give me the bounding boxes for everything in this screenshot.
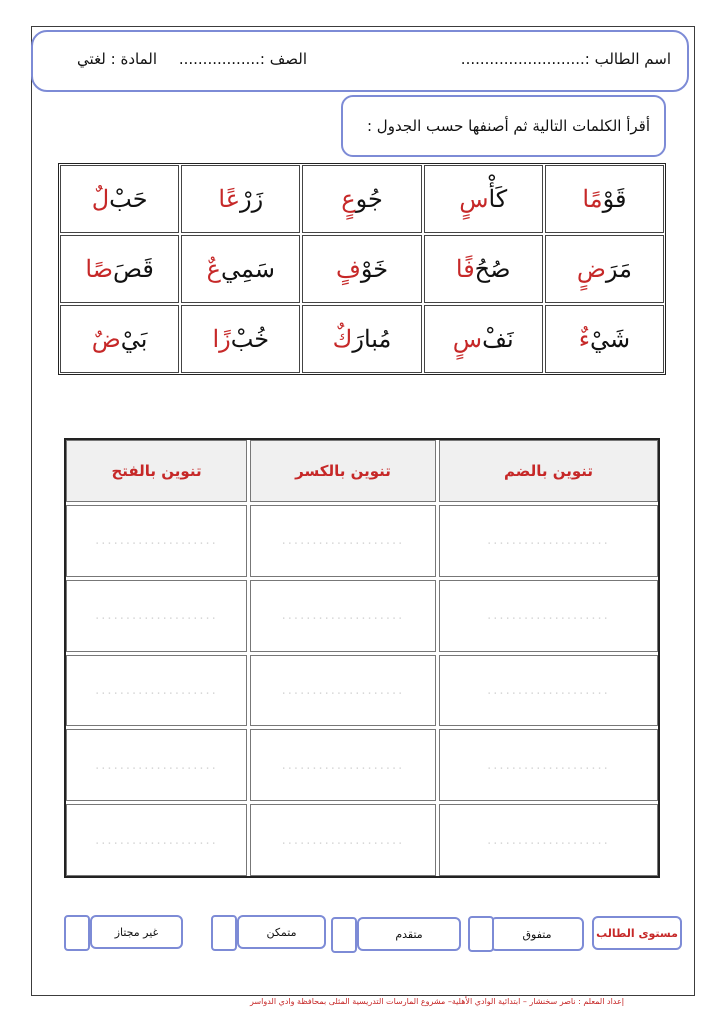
word-base: قَوْ — [602, 185, 627, 213]
student-level-label: مستوى الطالب — [592, 916, 682, 950]
word-tanween-ending: فٍ — [335, 255, 361, 283]
word-tanween-ending: زًا — [212, 325, 231, 353]
word-tanween-ending: ضٍ — [576, 255, 606, 283]
answer-cell[interactable]: .................... — [250, 505, 436, 577]
word-base: سَمِي — [220, 255, 275, 283]
answer-cell[interactable]: .................... — [66, 580, 247, 652]
word-tanween-ending: سٍ — [459, 185, 489, 213]
level-advanced-button[interactable]: متقدم — [357, 917, 461, 951]
word-base: خُبْ — [230, 325, 270, 353]
words-grid — [58, 163, 666, 375]
word-tanween-ending: كٌ — [332, 325, 353, 353]
table-column-header: تنوين بالفتح — [66, 440, 247, 502]
word-base: خَوْ — [360, 255, 389, 283]
word-base: صُحُ — [474, 255, 511, 283]
level-proficient-checkbox[interactable] — [211, 915, 237, 951]
word-cell — [302, 165, 421, 233]
grade-field[interactable]: الصف :................. — [178, 50, 307, 68]
answer-cell[interactable]: .................... — [250, 804, 436, 876]
word-base: حَبْ — [109, 185, 148, 213]
level-proficient-button[interactable]: متمكن — [237, 915, 326, 949]
answer-cell[interactable]: .................... — [439, 580, 658, 652]
word-cell — [424, 235, 543, 303]
answer-cell[interactable]: .................... — [250, 655, 436, 727]
word-tanween-ending: لٌ — [91, 185, 110, 213]
answer-cell[interactable]: .................... — [250, 580, 436, 652]
classification-table — [64, 438, 660, 878]
answer-cell[interactable]: .................... — [250, 729, 436, 801]
word-cell — [181, 235, 300, 303]
word-cell — [60, 165, 179, 233]
word-tanween-ending: ضٌ — [91, 325, 121, 353]
answer-cell[interactable]: .................... — [439, 804, 658, 876]
table-column-header: تنوين بالكسر — [250, 440, 436, 502]
level-excellent-button[interactable]: متفوق — [490, 917, 584, 951]
word-tanween-ending: فًا — [455, 255, 475, 283]
answer-cell[interactable]: .................... — [66, 804, 247, 876]
level-advanced-checkbox[interactable] — [331, 917, 357, 953]
word-cell — [545, 305, 664, 373]
word-base: بَيْ — [120, 325, 148, 353]
word-cell — [545, 235, 664, 303]
word-tanween-ending: عٌ — [206, 255, 221, 283]
word-cell — [424, 305, 543, 373]
word-cell — [60, 235, 179, 303]
answer-cell[interactable]: .................... — [439, 655, 658, 727]
instruction-box — [341, 95, 666, 157]
word-base: كَأْ — [488, 185, 508, 213]
level-fail-button[interactable]: غير مجتاز — [90, 915, 183, 949]
instruction-text: أقرأ الكلمات التالية ثم أصنفها حسب الجدول : — [366, 117, 650, 135]
word-tanween-ending: مًا — [582, 185, 603, 213]
answer-cell[interactable]: .................... — [439, 729, 658, 801]
word-base: مُبارَ — [352, 325, 392, 353]
word-base: جُو — [355, 185, 383, 213]
word-base: مَرَ — [605, 255, 632, 283]
word-cell — [424, 165, 543, 233]
word-tanween-ending: صًا — [85, 255, 114, 283]
word-base: قَصَ — [113, 255, 154, 283]
answer-cell[interactable]: .................... — [66, 655, 247, 727]
word-base: شَيْ — [590, 325, 631, 353]
footer-credit: إعداد المعلم : ناصر سخنشار – ابتدائية الوادي الأهلية– مشروع المارسات التدريسية المثلى بمحافظة وادي الدواسر — [250, 997, 624, 1006]
word-cell — [181, 165, 300, 233]
answer-cell[interactable]: .................... — [66, 505, 247, 577]
subject-field: المادة : لغتي — [77, 50, 157, 68]
word-tanween-ending: عٍ — [341, 185, 356, 213]
table-column-header: تنوين بالضم — [439, 440, 658, 502]
word-cell — [302, 235, 421, 303]
answer-cell[interactable]: .................... — [439, 505, 658, 577]
student-name-field[interactable]: اسم الطالب :.......................... — [460, 50, 671, 68]
answer-cell[interactable]: .................... — [66, 729, 247, 801]
word-tanween-ending: ءٌ — [578, 325, 590, 353]
word-tanween-ending: سٍ — [452, 325, 483, 353]
word-tanween-ending: عًا — [218, 185, 241, 213]
word-cell — [302, 305, 421, 373]
word-cell — [181, 305, 300, 373]
word-cell — [60, 305, 179, 373]
word-cell — [545, 165, 664, 233]
word-base: زَرْ — [240, 185, 264, 213]
student-info-header — [31, 30, 689, 92]
level-fail-checkbox[interactable] — [64, 915, 90, 951]
level-excellent-checkbox[interactable] — [468, 916, 494, 952]
word-base: نَفْ — [482, 325, 514, 353]
